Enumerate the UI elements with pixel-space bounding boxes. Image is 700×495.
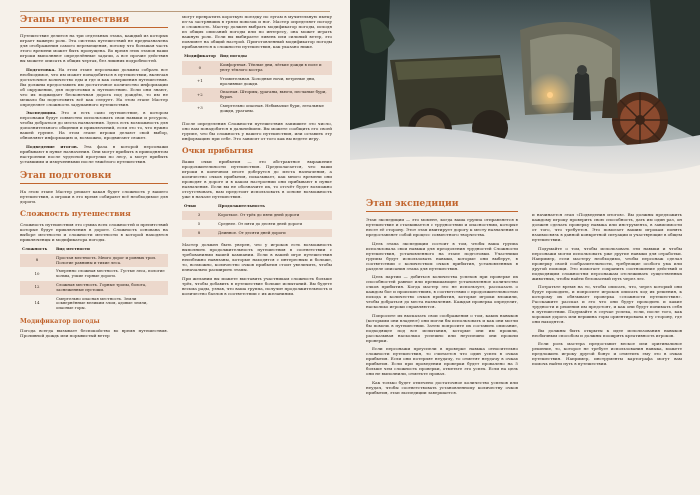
exped-c2-p4: Вы должны быть открыты к идее использования навыков необычным способом и должны поощрять креативность игроков. (532, 327, 682, 338)
arrival-text: Эта фаза в которой персонажи прибывают в пункт назначения. Они могут прибыть в приподнятом настроении после чудесной прогулки по лесу, а могут прибыть уставшими и измученными после тяжёлого путешествия. (20, 143, 168, 164)
right-page (350, 0, 700, 495)
arrival-points-value: 3 (182, 211, 216, 220)
prep-title: Подготовка. (26, 66, 56, 72)
exped-p4: Попросите их высказать свои соображения о том, каких навыков (которыми они владеют) они могли бы использовать и как они могли бы помочь в путешествии. Затем попросите их составить описание, подходящее под все испытания, которые они им прошли, рассказывая насколько успешно или неуспешно они прошли проверки. (366, 312, 518, 343)
weather-header-mod: Модификатор (184, 53, 216, 58)
weather-header-type: Вид погоды (219, 53, 247, 58)
exped-title: Экспедиция. (26, 110, 57, 115)
weather-mod-value: 0 (182, 61, 218, 75)
after-arrival-text-2: При желании вы можете выставить участникам сложность больше трёх, чтобы добавить в путешествие больше испытаний. Вы будете весьма рады, узнав, что ваша группа, получит продолжительность и количество баллов в соответствии с их желаниями. (182, 275, 332, 296)
table-row (182, 61, 332, 75)
after-arrival-text: Мастер должен быть уверен, что у игроков есть возможность выполнить продолжительность путешествия в соответствии с требованиями вашей кампании. Если в вашей игре путешествия неизбежно навязаны, которые находятся с интересным и больше, то, возможно, количество очков прибытия стоит увеличить, чтобы изначально расширить этапы. (182, 242, 332, 273)
arrival-duration: Длинное. От десяти дней дороги (216, 229, 332, 238)
heading-journey-stages: Этапы путешествия (20, 14, 168, 28)
table-row (182, 88, 332, 102)
prep-text: На этом этапе персонажи должны собрать все необходимое, что им может понадобиться в путешествии, включая достаточное количество еды и где и как совершения путешествия. Вы должны предоставить им достаточное количество информации об окружении, для подготовки к путешествию. Если они знают, что их поджидает бесконечная дорога под дождём, то им не мешало бы подготовить всё как следует. На этом этапе Мастер определяет сложность задуманного путешествия. (20, 66, 168, 107)
exped-c2-p5: Если роль мастера предоставит веское или оригинальное решение, то, которое не требует использования навыка, можете предложить игроку другой бонус и отметить ему это в очках путешествия. Например, инструменты картографа могут вам помочь найти путь в путешествии. (532, 341, 682, 366)
left-column-1 (20, 14, 168, 341)
arrival-table (182, 202, 332, 237)
arrival-paragraph (20, 144, 168, 164)
terrain-header-type: Вид местности (56, 245, 90, 251)
exped-c2-p1: и начинается этап «Подведения итогов». Вы должны предложить каждому игроку проверить свою способность, дать им один раз, он должен сделать проверку навыка или инструмента, в зависимости от того, что требуется. Это помогает вашим игрокам понять взаимосвязь в данной конкретной ситуации и участвующие в общем путешествии. (532, 212, 682, 242)
prep-stage-text: На этом этапе Мастер решает какая будет сложность у вашего путешествия, а игроки в это время собирают всё необходимое для дороги. (20, 188, 168, 204)
weather-desc: Утомительная. Холодные ночи, ветреные дни, проливные дожди. (219, 75, 316, 86)
exped-c2-p2: Подумайте о том, чтобы использовать эти навыки и чтобы персонажи могли использовать уже другие навыки для отработки. Например, если мастеру необходимо, чтобы персонаж сделал проверку своей сообразительности, требующие особого ума или другой помощи. Это помогает сохранить соотношение действий и подходящим сложностям персонажам отслеживать существенных животных, чтобы найти безопасный путь через лес. (532, 245, 682, 281)
arrival-points-value: 8 (182, 229, 216, 238)
right-column-2 (532, 212, 682, 370)
difficulty-text: Сложность путешествия это сумма всех сложностей и препятствий которые будут приключения в дороге. Сложность основана на выборе местности и сложности местности в которой находятся приключенцы и модификатора погоды. (20, 221, 168, 242)
exped-p2: Цель этапа экспедиции состоит в том, чтобы ваша группа использовала свои навыки для преодоления трудностей Сложности путешествия, установленного на этапе подготовки. Участники группы будут использовать навыки, которые они выберут, в соответствии с количеством очков прибытия, установленных в разделе описания этапа для путешествия. (366, 240, 518, 271)
table-row (20, 267, 168, 281)
terrain-header-difficulty: Сложность (22, 245, 48, 251)
table-row (182, 211, 332, 220)
table-row (182, 102, 332, 116)
exped-p6: Как только будет отмечено достаточное количество успехов или неудач, чтобы соответствовать установленному количеству очков прибытия, этап экспедиции завершается. (366, 379, 518, 395)
arrival-duration: Короткое. От трёх до пяти дней дороги (216, 211, 332, 220)
table-row (20, 295, 168, 313)
table-row (182, 220, 332, 229)
arrival-header-points: Очки (184, 202, 196, 208)
exped-c2-p3: Потратьте время на то, чтобы описать, что, через который они будут проходить, и попросите игроков описать ход их решения, к которому их обязывает проверка «сложности путешествия». Расскажите рассказ и это что они будут проходить и какие трудности и решения им предстоят, и как они будут понимать себя в путешествии. Подумайте в случае успеха, если, после того, как хорошая дорога или вершина горы ориентирована в ту сторону, где они находятся. (532, 284, 682, 324)
weather-table (182, 53, 332, 116)
winter-caravan-illustration (350, 0, 700, 190)
arrival-points-text: Ваши очки прибытия — это абстрактное выражение продолжительности путешествия. Предполагается, что ваши игроки в конечном итоге доберутся до места назначения, а количество очков прибытия, показывает, как много времени они проводят в дороге и в каком настроении они прибывают в пункт назначения. Если вы не обозначите их, то отсчёт будет возможно отсутствовать, вам предстоит использовать в основе возможность уже в начале путешествия. (182, 158, 332, 199)
arrival-title: Подведение итогов. (26, 143, 79, 149)
arrival-header-duration: Продолжительность (218, 202, 265, 208)
table-row (182, 229, 332, 238)
exped-p1: Этап экспедиции — это момент, когда ваша группа отправляется в путешествие и сталкивается с трудностями и опасностями, которые несет её сторону. Этот этап имитирует дорогу к месту назначения и предоставляет собой процесс совместного творчества. (366, 217, 518, 237)
prep-paragraph (20, 67, 168, 107)
weather-mod-value: +2 (182, 88, 218, 102)
exped-p5: Если персонажи преуспели в проверке навыка относительно сложности путешествия, то считается что один успех в очках прибытия. Если они потерпят неудачу, то отметят неудачу в очках прибытия. Если при проведении проверки будет провалено на 5 больше чем сложность проверки, отметьте это успех. Если на цель они не выполнили, отметьте провал. (366, 346, 518, 376)
terrain-value: 8 (20, 254, 54, 268)
table-row (182, 75, 332, 89)
page-header-rule (20, 5, 330, 12)
heading-weather: Модификатор погоды (20, 317, 100, 325)
exped-p3: Цель партии — добиться количества успехов при проверке их способностей равное или превышающее установленное количество очков прибытия. Когда мастер это не использует, рассказать о каждом бое и происшествиях, в соответствии с продолжительностью похода и количество очков прибытия, которые игроки вложили, чтобы добраться до места назначения. Каждая проверка определит, насколько игроки справляются. (366, 274, 518, 309)
weather-desc: Опасная. Штормы, ураганы, вьюги, песчаные бури, буран. (218, 88, 332, 102)
weather-mod-value: +1 (197, 78, 203, 84)
heading-difficulty: Сложность путешествия (20, 208, 131, 218)
terrain-value: 12 (20, 281, 54, 295)
arrival-points-value: 5 (197, 220, 201, 226)
terrain-desc: Сложная местность. Горные тропы, болота, заснеженные пустоши. (54, 281, 168, 295)
heading-arrival-points: Очки прибытия (182, 145, 254, 155)
weather-continued: могут превратить короткую поездку по лугам в мучительную пытку из-за застрявших в грязи повозок и ног. Мастер определяет погоду и сложность. Мастер должен выбрать модификатор погоды, исходя из общих описаний погоды или по интересу, она может играть важную роль. Если вы выбираете ливень или сильный ветер, это повлияет на общий настрой. Приготовленный модификатор погоды прибавляется к сложности путешествия, как указано ниже. (182, 14, 332, 49)
terrain-desc: Простая местность. Много дорог и ровных троп. Пологие равнины и тихие леса. (54, 254, 168, 268)
terrain-value: 10 (34, 270, 40, 276)
weather-desc: Смертельно опасная. Небывалые бури, летальные дожди, ураганы. (219, 103, 324, 113)
stages-intro: Путешествие делится на три отдельных этапа, каждый из которых играет важную роль. Эта система путешествий не предназначена для отображения самого перемещения, потому что большая часть этого времени может быть пропущена. Во время этих этапов ваши игроки выполняют определённые задачи, а все прочие действия вы можете описать в общих чертах, без лишних подробностей. (20, 33, 168, 63)
table-row (20, 281, 168, 295)
arrival-duration: Среднее. От пяти до десяти дней дороги (218, 220, 303, 226)
right-column-1 (366, 198, 518, 398)
terrain-desc: Умеренно сложная местность. Густые леса, пологие холмы, узкие горные дороги. (56, 268, 165, 279)
weather-mod-value: +3 (197, 105, 203, 111)
terrain-desc: Смертельно опасная местность. Земли осквернённые великим злом, адовые земли, опасные горы. (56, 295, 148, 311)
terrain-value: 14 (34, 300, 40, 306)
terrain-table (20, 245, 168, 313)
after-weather-text: После определения Сложности путешествия запишите это число, оно вам понадобится в дальнейшем. Вы можете сообщить его своей группе, что бы сложность у вашего путешествия, или оставить эту информацию при себе. Это зависит от того как вы ведете игру. (182, 120, 332, 141)
heading-expedition-stage: Этап экспедиции (366, 198, 518, 212)
weather-desc: Комфортная. Тёплые дни, лёгкие дожди в поле и уюту тёплого костра (218, 61, 332, 75)
exped-text: Это и есть само путешествие, в котором персонажи будут совместно использовать свои навыки и ресурсы, чтобы добраться до места назначения. Здесь есть возможность для дополнительного общения и приключений, если это то, что нужно вашей группе. На этом этапе игроки делают свой выбор, обновляют информацию и, возможно, продвигают сюжет. (20, 110, 168, 140)
weather-text: Погода всегда вызывает беспокойство во время путешествия. Проливной дождь или порывистый ветер (20, 327, 168, 338)
heading-prep-stage: Этап подготовки (20, 170, 168, 184)
table-row (20, 254, 168, 268)
left-column-2 (182, 14, 332, 299)
exped-paragraph (20, 110, 168, 140)
